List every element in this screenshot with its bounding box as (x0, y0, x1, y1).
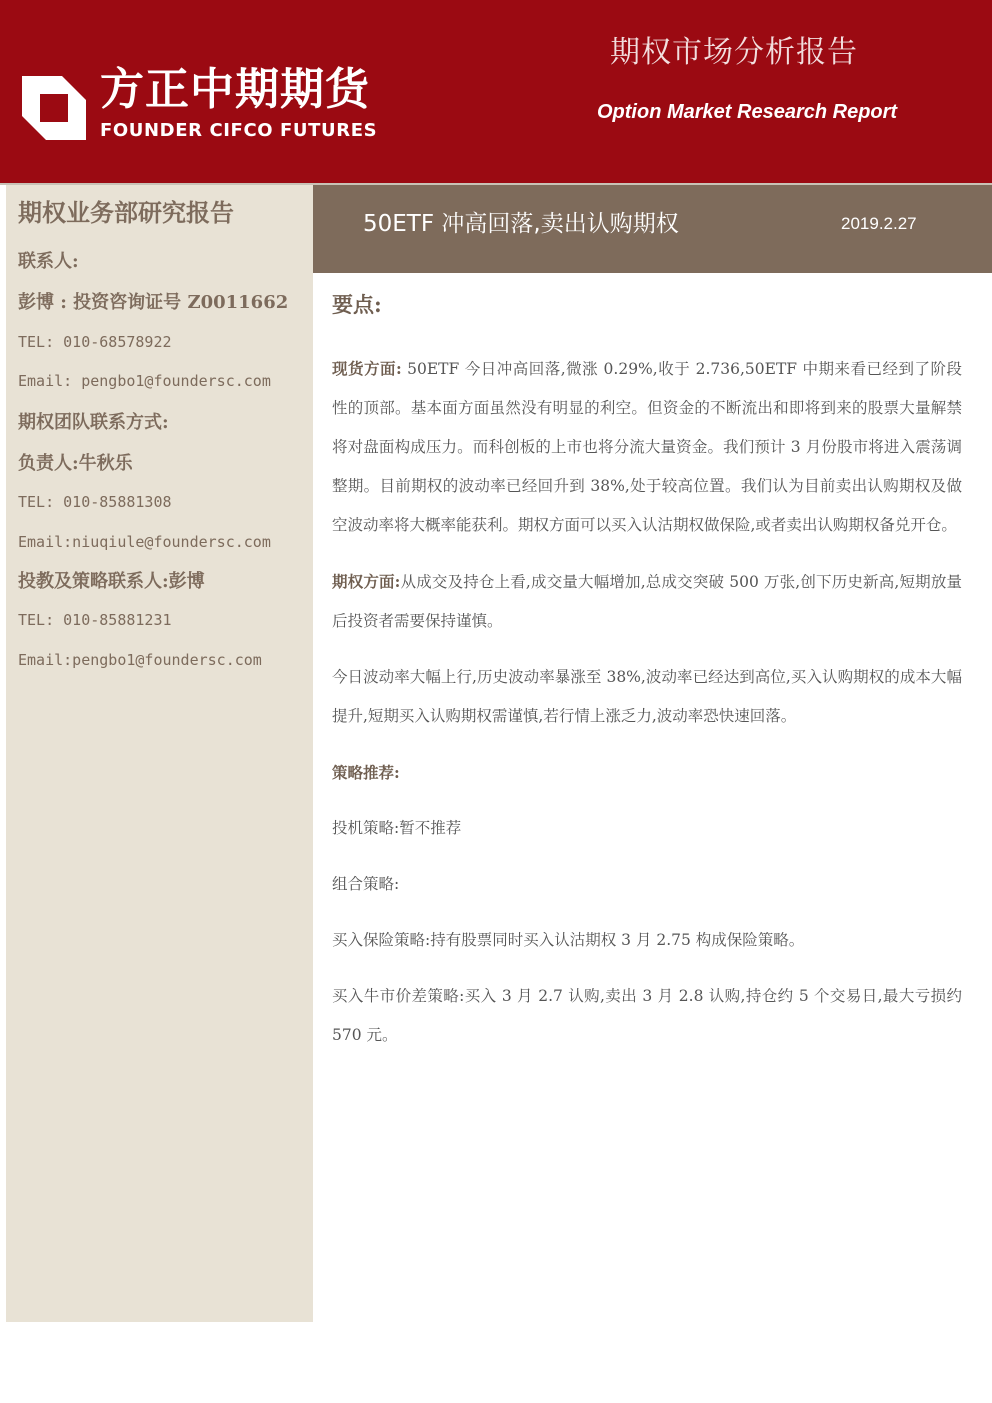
spot-label: 现货方面: (332, 359, 402, 379)
report-date: 2019.2.27 (841, 214, 917, 233)
company-name-cn: 方正中期期货 (100, 64, 370, 115)
hedge-strategy: 买入保险策略:持有股票同时买入认沽期权 3 月 2.75 构成保险策略。 (332, 931, 805, 950)
speculative-strategy: 投机策略:暂不推荐 (332, 819, 462, 838)
edu-tel: TEL: 010-85881231 (18, 611, 172, 629)
report-title-cn: 期权市场分析报告 (610, 35, 858, 70)
bull-spread-strategy: 买入牛市价差策略:买入 3 月 2.7 认购,卖出 3 月 2.8 认购,持仓约 5 个交易日,最大亏损约 570 元。 (332, 987, 962, 1045)
spot-text: 50ETF 今日冲高回落,微涨 0.29%,收于 2.736,50ETF 中期来看已经到了阶段性的顶部。基本面方面虽然没有明显的利空。但资金的不断流出和即将到来的股票大量解禁将对盘面构成压力。而科创板的上市也将分流大量资金。我们预计 3 月份股市将进入震荡调整期。目前期权的波动率已经回升到 38%,处于较高位置。我们认为目前卖出认购期权及做空波动率将大概率能获利。期权方面可以买入认沽期权做保险,或者卖出认购期权备兑开仓。 (332, 360, 962, 535)
report-title-band (313, 185, 992, 273)
volatility-paragraph: 今日波动率大幅上行,历史波动率暴涨至 38%,波动率已经达到高位,买入认购期权的成本大幅提升,短期买入认购期权需谨慎,若行情上涨乏力,波动率恐快速回落。 (332, 668, 962, 726)
report-title-en: Option Market Research Report (597, 101, 898, 123)
option-text: 从成交及持仓上看,成交量大幅增加,总成交突破 500 万张,创下历史新高,短期放量后投资者需要保持谨慎。 (332, 573, 962, 631)
option-paragraph (332, 562, 962, 641)
leader-line: 负责人:牛秋乐 (18, 453, 133, 474)
report-headline: 50ETF 冲高回落,卖出认购期权 (363, 211, 679, 237)
edu-contact-heading: 投教及策略联系人:彭博 (18, 571, 205, 592)
analyst-line: 彭博 : 投资咨询证号 Z0011662 (18, 292, 289, 313)
department-title: 期权业务部研究报告 (18, 198, 234, 227)
leader-email[interactable]: Email:niuqiule@foundersc.com (18, 533, 271, 551)
team-heading: 期权团队联系方式: (18, 412, 169, 433)
contact-heading: 联系人: (18, 251, 79, 272)
edu-email[interactable]: Email:pengbo1@foundersc.com (18, 651, 262, 669)
combo-strategy: 组合策略: (332, 875, 400, 894)
header-banner (0, 0, 992, 185)
leader-tel: TEL: 010-85881308 (18, 493, 172, 511)
company-name-en: FOUNDER CIFCO FUTURES (100, 120, 378, 141)
spot-paragraph (332, 349, 962, 545)
report-body (332, 292, 962, 1072)
strategy-heading: 策略推荐: (332, 763, 400, 783)
contact-sidebar (6, 185, 313, 1322)
keypoints-heading: 要点: (332, 292, 382, 317)
analyst-email[interactable]: Email: pengbo1@foundersc.com (18, 372, 271, 390)
option-label: 期权方面: (332, 572, 401, 592)
analyst-tel: TEL: 010-68578922 (18, 333, 172, 351)
founder-logo-icon (22, 76, 86, 140)
